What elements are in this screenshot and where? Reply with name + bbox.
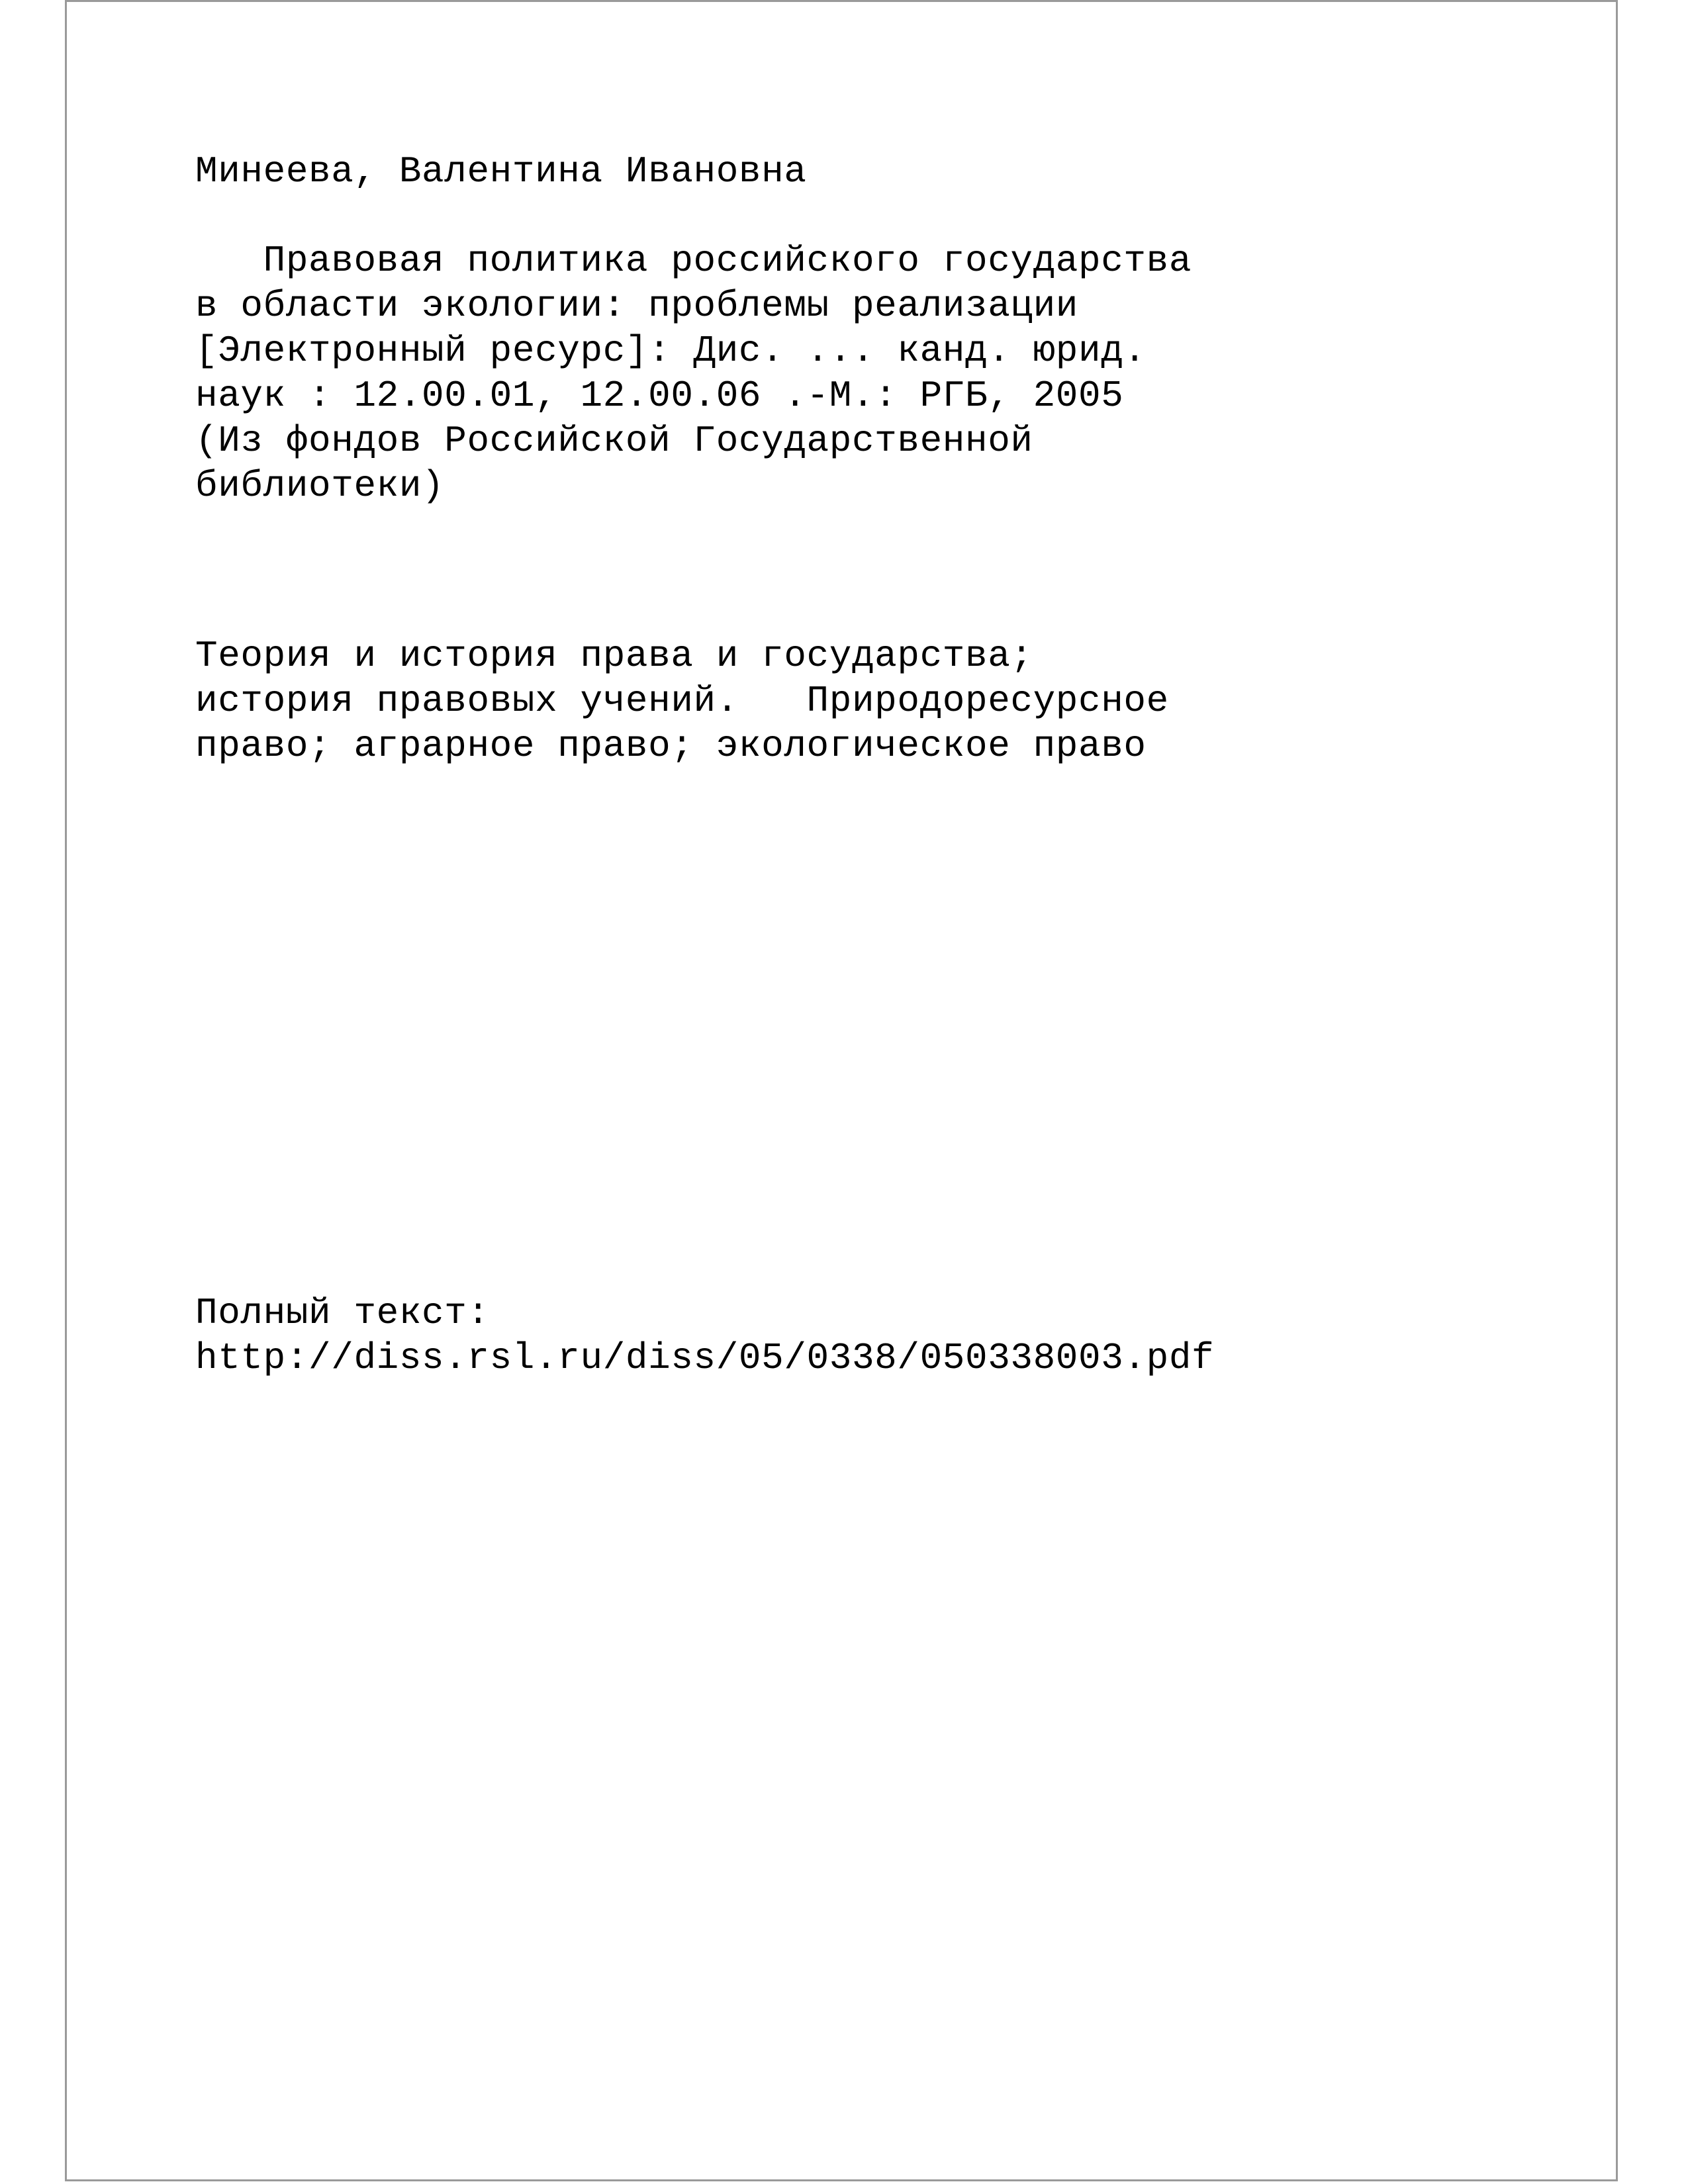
title-line-5: (Из фондов Российской Государственной — [195, 420, 1033, 462]
title-line-4: наук : 12.00.01, 12.00.06 .-М.: РГБ, 2005 — [195, 375, 1124, 417]
author-name: Минеева, Валентина Ивановна — [195, 150, 807, 193]
title-line-6: библиотеки) — [195, 465, 445, 507]
title-line-1: Правовая политика российского государства — [195, 240, 1192, 282]
title-line-3: [Электронный ресурс]: Дис. ... канд. юрид. — [195, 330, 1147, 372]
fulltext-label: Полный текст: — [195, 1292, 490, 1334]
subject-line-1: Теория и история права и государства; — [195, 635, 1033, 677]
subject-line-2: история правовых учений. Природоресурсное — [195, 680, 1169, 722]
subject-line-3: право; аграрное право; экологическое право — [195, 725, 1147, 767]
title-line-2: в области экологии: проблемы реализации — [195, 285, 1079, 327]
fulltext-link[interactable]: http://diss.rsl.ru/diss/05/0338/050338003.pdf — [195, 1337, 1215, 1379]
